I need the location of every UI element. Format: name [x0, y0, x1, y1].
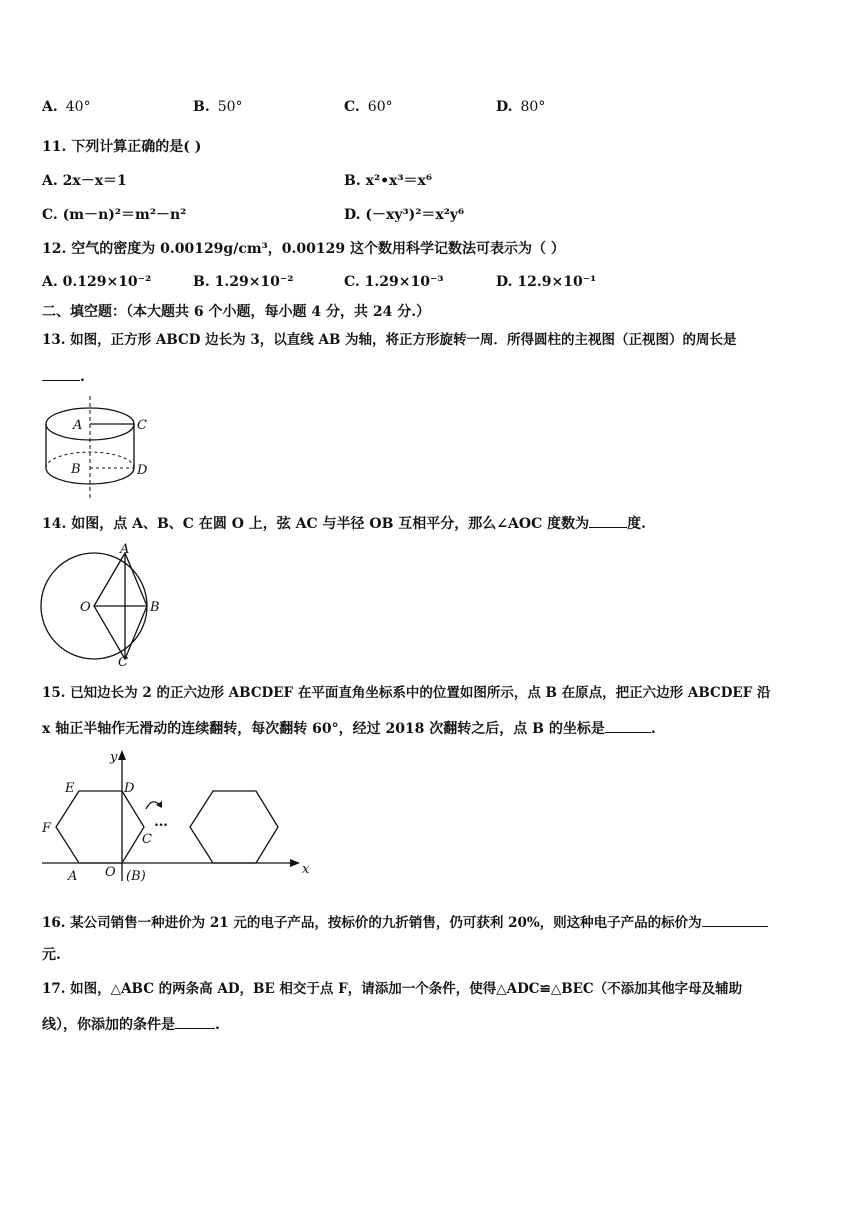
q11-option-b: B. x²•x³＝x⁶: [344, 173, 432, 189]
q17-blank[interactable]: [175, 1014, 215, 1029]
q11-option-d: D. (－xy³)²＝x²y⁶: [344, 207, 465, 223]
q14-label-a: A: [120, 542, 130, 557]
q15-line1: 15. 已知边长为 2 的正六边形 ABCDEF 在平面直角坐标系中的位置如图所示，点 B 在原点，把正六边形 ABCDEF 沿: [42, 685, 771, 701]
q17-line1: 17. 如图，△ABC 的两条高 AD，BE 相交于点 F，请添加一个条件，使得△ADC≌△BEC（不添加其他字母及辅助: [42, 981, 743, 997]
q15-label-f: F: [42, 821, 52, 836]
q13-cylinder-figure: [40, 394, 150, 499]
q13-stem: 13. 如图，正方形 ABCD 边长为 3，以直线 AB 为轴，将正方形旋转一周．所得圆柱的主视图（正视图）的周长是: [42, 332, 737, 348]
q11-option-a: A. 2x－x＝1: [42, 173, 127, 189]
q15-label-y: y: [110, 750, 118, 765]
q17-line2: 线），你添加的条件是 .: [42, 1014, 220, 1034]
q15-label-b: (B): [126, 869, 146, 884]
q13-label-c: C: [137, 418, 147, 433]
q15-hexagon-figure: [38, 745, 318, 890]
q15-label-o: O: [105, 865, 116, 880]
q15-label-x: x: [302, 862, 310, 877]
q10-option-a: A. 40°: [42, 99, 91, 115]
q15-label-a: A: [68, 869, 78, 884]
q14-blank[interactable]: [589, 513, 627, 528]
q15-label-c: C: [142, 832, 152, 847]
q14-label-c: C: [118, 655, 128, 670]
q12-option-c: C. 1.29×10⁻³: [344, 274, 444, 290]
q14-label-b: B: [150, 600, 160, 615]
q14-circle-figure: [40, 540, 170, 670]
q14-label-o: O: [80, 600, 91, 615]
q15-label-e: E: [65, 781, 75, 796]
q12-stem: 12. 空气的密度为 0.00129g/cm³，0.00129 这个数用科学记数法可表示为（ ）: [42, 241, 565, 257]
q13-label-b: B: [71, 462, 81, 477]
q15-ellipsis: …: [154, 814, 168, 830]
q10-option-d: D. 80°: [496, 99, 546, 115]
q16-blank[interactable]: [702, 912, 768, 927]
q10-option-b: B. 50°: [193, 99, 243, 115]
q13-label-a: A: [73, 418, 83, 433]
q13-label-d: D: [137, 463, 148, 478]
q12-option-b: B. 1.29×10⁻²: [193, 274, 294, 290]
q15-label-d: D: [124, 781, 135, 796]
q15-blank[interactable]: [605, 718, 651, 733]
q13-blank[interactable]: [42, 366, 80, 381]
q11-stem: 11. 下列计算正确的是( ): [42, 139, 202, 155]
q12-option-a: A. 0.129×10⁻²: [42, 274, 152, 290]
section-heading: 二、填空题：（本大题共 6 个小题，每小题 4 分，共 24 分.）: [42, 304, 431, 320]
q16-line2: 元.: [42, 947, 61, 963]
q12-option-d: D. 12.9×10⁻¹: [496, 274, 597, 290]
q13-answer-line: .: [42, 366, 85, 386]
q15-line2: x 轴正半轴作无滑动的连续翻转，每次翻转 60°，经过 2018 次翻转之后，点 B 的坐标是 .: [42, 718, 656, 738]
q10-option-c: C. 60°: [344, 99, 393, 115]
q14-stem: 14. 如图，点 A、B、C 在圆 O 上，弦 AC 与半径 OB 互相平分，那么∠AOC 度数为 度.: [42, 513, 646, 533]
q11-option-c: C. (m－n)²＝m²－n²: [42, 207, 187, 223]
q16-line1: 16. 某公司销售一种进价为 21 元的电子产品，按标价的九折销售，仍可获利 20%，则这种电子产品的标价为: [42, 912, 768, 932]
